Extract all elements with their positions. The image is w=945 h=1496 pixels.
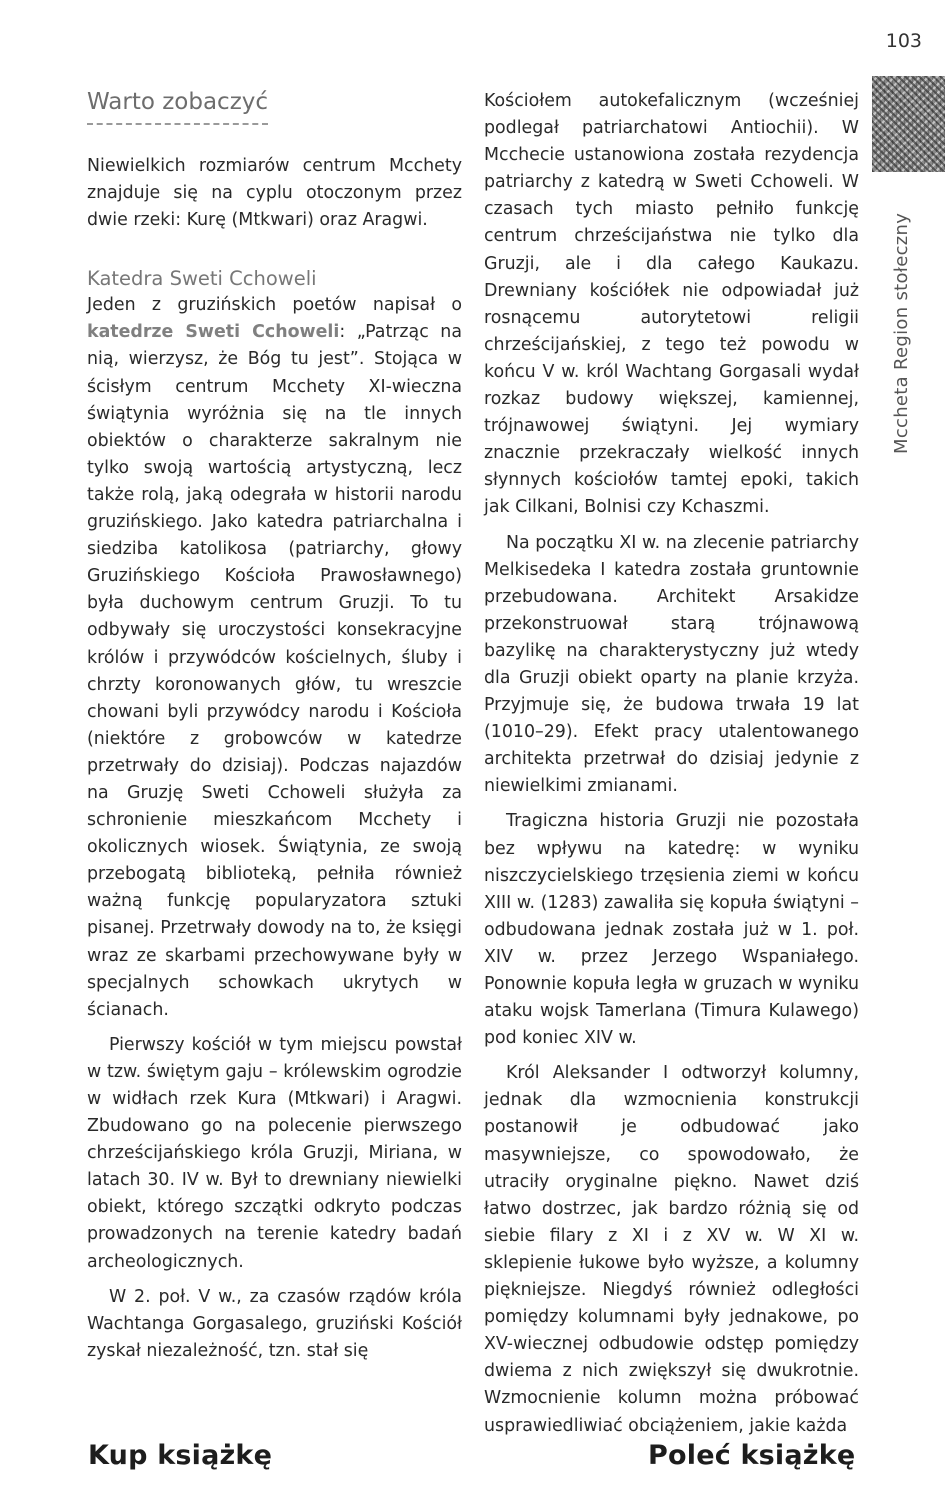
left-paragraph-3: W 2. poł. V w., za czasów rządów króla Wachtanga Gorgasalego, gruziński Kościół zyskał niezależność, tzn. stał się [87,1286,462,1361]
left-column [87,88,462,1365]
p1-after: : „Patrząc na nią, wierzysz, że Bóg tu jest”. Stojąca w ścisłym centrum Mcchety XI-wieczna świątynia wyróżnia się na tle innych obiektów o charakterze sakralnym nie tylko swoją wartością artystyczną, lecz także rolą, jaką odegrała w historii narodu gruzińskiego. Jako katedra patriarchalna i siedziba katolikosa (patriarchy, głowy Gruzińskiego Kościoła Prawosławnego) była duchowym centrum Gruzji. To tu odbywały się uroczystości konsekracyjne królów i przywódców kościelnych, śluby i chrzty koronowanych głów, tu wreszcie chowani byli przywódcy narodu i Kościoła (niektóre z grobowców w katedrze przetrwały do dzisiaj). Podczas najazdów na Gruzję Sweti Cchoweli służyła za schronienie mieszkańcom Mcchety i okolicznych wiosek. Świątynia, ze swoją przebogatą biblioteką, pełniła również ważną funkcję popularyzatora sztuki pisanej. Przetrwały dowody na to, że księgi wraz ze skarbami przechowywane były w specjalnych schowkach ukrytych w ścianach. [87,322,462,1020]
buy-book-link[interactable]: Kup książkę [88,1440,273,1471]
recommend-book-link[interactable]: Poleć książkę [648,1440,856,1471]
cathedral-name-bold: katedrze Sweti Cchoweli [87,322,340,343]
decorative-pattern [872,76,945,172]
right-paragraph-2: Na początku XI w. na zlecenie patriarchy Melkisedeka I katedra została gruntownie przebudowana. Architekt Arsakidze przekonstruował starą trójnawową bazylikę na charakterystyczny już wtedy dla Gruzji obiekt oparty na planie krzyża. Przyjmuje się, że budowa trwała 19 lat (1010–29). Efekt pracy utalentowanego architekta przetrwał do dzisiaj jedynie z niewielkimi zmianami. [484,532,859,797]
right-paragraph-3: Tragiczna historia Gruzji nie pozostała bez wpływu na katedrę: w wyniku niszczycielskiego trzęsienia ziemi w końcu XIII w. (1283) zawaliła się kopuła świątyni – odbudowana jednak została już w 1. poł. XIV w. przez Jerzego Wspaniałego. Ponownie kopuła legła w gruzach w wyniku ataku wojsk Tamerlana (Timura Kulawego) pod koniec XIV w. [484,811,859,1049]
side-label-city: Mccheta [891,376,912,454]
section-title: Warto zobaczyć [87,88,268,125]
left-paragraph-2: Pierwszy kościół w tym miejscu powstał w tzw. świętym gaju – królewskim ogrodzie w widłach rzek Kura (Mtkwari) i Aragwi. Zbudowano go na polecenie pierwszego chrześcijańskiego króla Gruzji, Miriana, w latach 30. IV w. Był to drewniany niewielki obiekt, którego szczątki odkryto podczas prowadzonych na terenie katedry badań archeologicznych. [87,1034,462,1272]
right-paragraph-4: Król Aleksander I odtworzył kolumny, jednak dla wzmocnienia konstrukcji postanowił je odbudować jako masywniejsze, co spowodowało, że utraciły oryginalne piękno. Nawet dziś łatwo dostrzec, jak bardzo różnią się od siebie filary z XI i z XV w. W XI w. sklepienie łukowe było wyższe, a kolumny piękniejsze. Niegdyś również odległości pomiędzy kolumnami były jednakowe, po XV-wiecznej odbudowie odstęp pomiędzy dwiema z nich zwiększył się dwukrotnie. Wzmocnienie kolumn można próbować usprawiedliwiać obciążeniem, jakie każda [484,1063,859,1436]
side-label-region: Region stołeczny [891,212,912,370]
chapter-side-label [891,213,912,454]
right-column [484,88,859,1440]
intro-paragraph: Niewielkich rozmiarów centrum Mcchety znajduje się na cyplu otoczonym przez dwie rzeki: Kurę (Mtkwari) oraz Aragwi. [87,156,462,231]
left-paragraph-1 [87,292,462,1024]
subheading-cathedral: Katedra Sweti Cchoweli [87,267,317,291]
right-paragraph-1: Kościołem autokefalicznym (wcześniej podlegał patriarchatowi Antiochii). W Mcchecie ustanowiona została rezydencja patriarchy z katedrą w Sweti Cchoweli. W czasach tych miasto pełniło funkcję centrum chrześcijaństwa nie tylko dla Gruzji, ale i dla całego Kaukazu. Drewniany kościółek nie odpowiadał już rosnącemu autorytetowi religii chrześcijańskiej, z tego też powodu w końcu V w. król Wachtang Gorgasali wydał rozkaz budowy większej, kamiennej, trójnawowej świątyni. Jej wymiary znacznie przekraczały wielkość innych słynnych kościołów tamtej epoki, takich jak Cilkani, Bolnisi czy Kchaszmi. [484,91,859,518]
page-number: 103 [885,30,922,52]
p1-before: Jeden z gruzińskich poetów napisał o [87,295,462,316]
